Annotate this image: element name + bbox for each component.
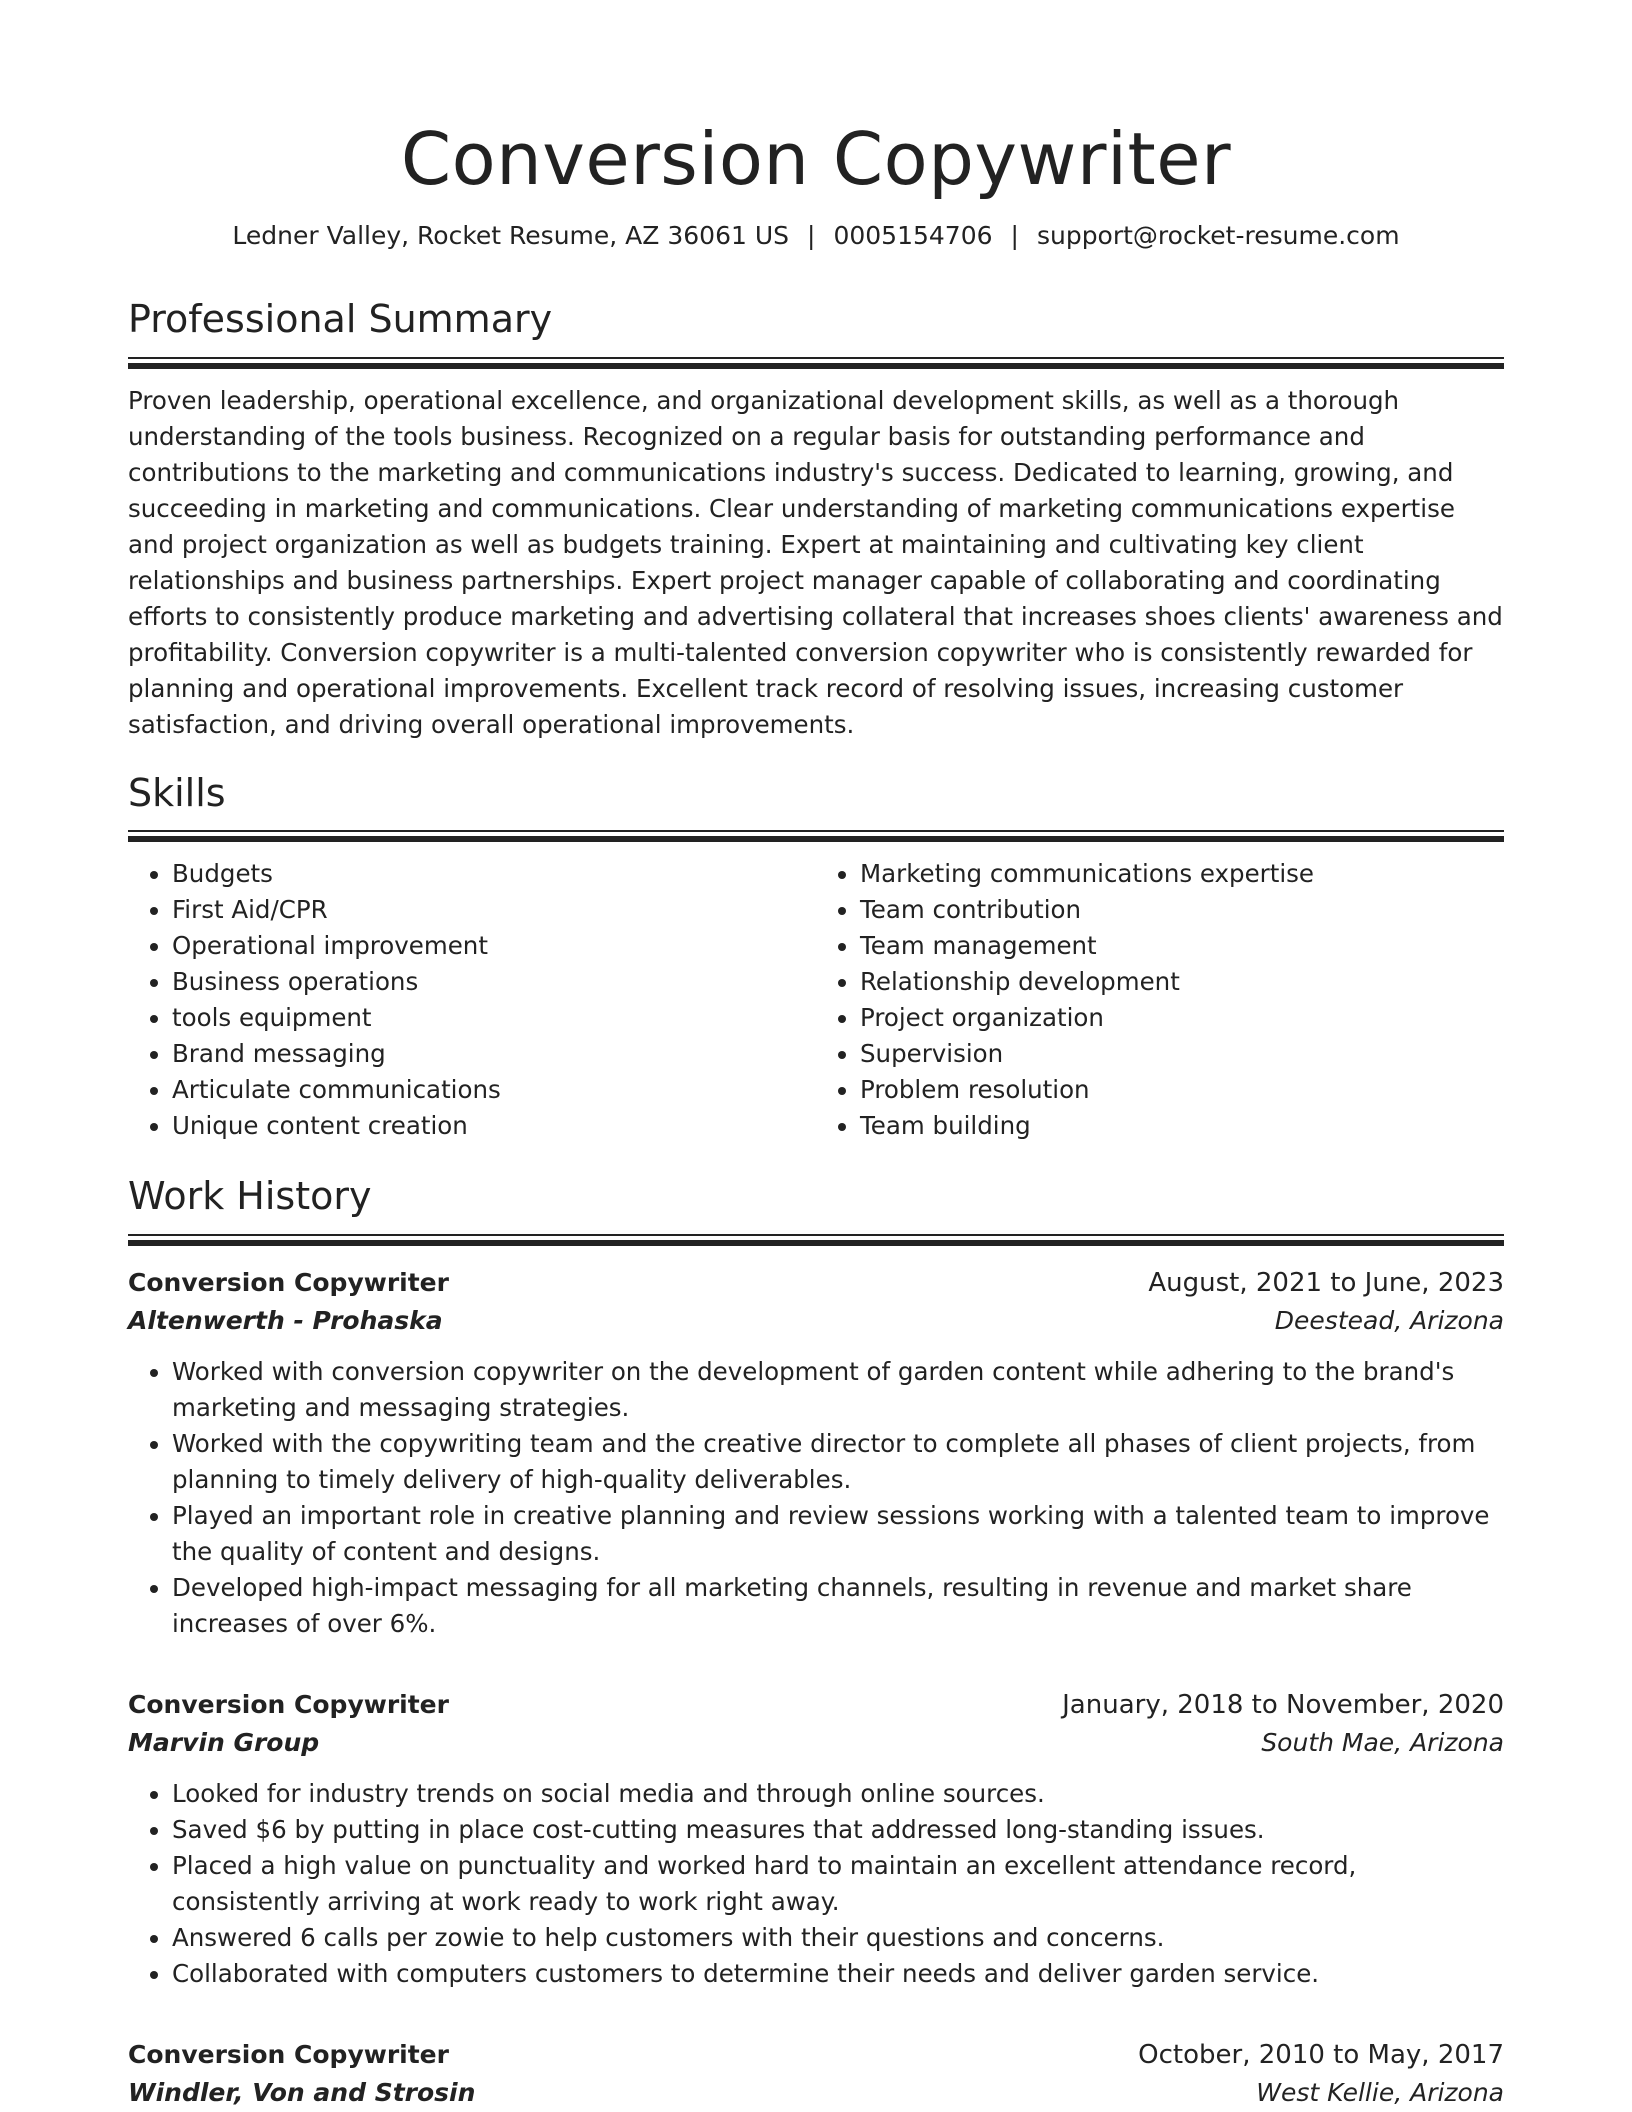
skill-item: • Team contribution bbox=[860, 892, 1504, 928]
skill-item: • Unique content creation bbox=[172, 1108, 816, 1144]
job-entry bbox=[128, 2036, 1504, 2112]
skills-column-left bbox=[128, 856, 816, 1144]
job-location: Deestead, Arizona bbox=[1274, 1305, 1504, 1335]
job-company: Altenwerth - Prohaska bbox=[128, 1305, 443, 1335]
job-subheader-row bbox=[128, 1302, 1504, 1340]
skills-column-right bbox=[816, 856, 1504, 1144]
contact-phone: 0005154706 bbox=[833, 221, 993, 251]
job-dates: August, 2021 to June, 2023 bbox=[1148, 1267, 1504, 1298]
job-header-row bbox=[128, 1264, 1504, 1302]
section-title-skills: Skills bbox=[128, 770, 226, 815]
job-bullet: • Answered 6 calls per zowie to help customers with their questions and concerns. bbox=[172, 1920, 1504, 1956]
job-location: West Kellie, Arizona bbox=[1256, 2077, 1504, 2107]
job-entry bbox=[128, 1686, 1504, 1992]
job-title: Conversion Copywriter bbox=[128, 1267, 449, 1297]
job-header-row bbox=[128, 2036, 1504, 2074]
contact-line bbox=[128, 221, 1504, 251]
skill-item: • First Aid/CPR bbox=[172, 892, 816, 928]
skill-item: • Business operations bbox=[172, 964, 816, 1000]
job-bullets bbox=[128, 1776, 1504, 1992]
job-bullet: • Placed a high value on punctuality and worked hard to maintain an excellent attendance record, consistently arriving at work ready to work right away. bbox=[172, 1848, 1504, 1920]
section-title-work-history: Work History bbox=[128, 1174, 372, 1219]
skill-item: • Team building bbox=[860, 1108, 1504, 1144]
skill-item: • Operational improvement bbox=[172, 928, 816, 964]
section-divider bbox=[128, 1234, 1504, 1246]
job-header-row bbox=[128, 1686, 1504, 1724]
skill-item: • Brand messaging bbox=[172, 1036, 816, 1072]
job-bullet: • Looked for industry trends on social media and through online sources. bbox=[172, 1776, 1504, 1812]
contact-email: support@rocket-resume.com bbox=[1036, 221, 1400, 251]
contact-separator: | bbox=[1010, 221, 1019, 251]
section-divider bbox=[128, 357, 1504, 369]
skills-list bbox=[128, 856, 1504, 1144]
skill-item: • Budgets bbox=[172, 856, 816, 892]
skill-item: • Problem resolution bbox=[860, 1072, 1504, 1108]
job-bullet: • Played an important role in creative planning and review sessions working with a talented team to improve the quality of content and designs. bbox=[172, 1498, 1504, 1570]
job-bullet: • Saved $6 by putting in place cost-cutting measures that addressed long-standing issues. bbox=[172, 1812, 1504, 1848]
skill-item: • Relationship development bbox=[860, 964, 1504, 1000]
job-bullet: • Collaborated with computers customers to determine their needs and deliver garden service. bbox=[172, 1956, 1504, 1992]
job-bullet: • Worked with the copywriting team and the creative director to complete all phases of client projects, from planning to timely delivery of high-quality deliverables. bbox=[172, 1426, 1504, 1498]
section-divider bbox=[128, 830, 1504, 842]
job-dates: October, 2010 to May, 2017 bbox=[1138, 2039, 1504, 2070]
job-location: South Mae, Arizona bbox=[1261, 1727, 1504, 1757]
job-title: Conversion Copywriter bbox=[128, 1689, 449, 1719]
job-company: Marvin Group bbox=[128, 1727, 320, 1757]
skill-item: • Supervision bbox=[860, 1036, 1504, 1072]
summary-text: Proven leadership, operational excellence, and organizational development skills, as well as a thorough understanding of the tools business. Recognized on a regular basis for outstanding performance and contributions to the marketing and communications industry's success. Dedicated to learning, growing, and succeeding in marketing and communications. Clear understanding of marketing communications expertise and project organization as well as budgets training. Expert at maintaining and cultivating key client relationships and business partnerships. Expert project manager capable of collaborating and coordinating efforts to consistently produce marketing and advertising collateral that increases shoes clients' awareness and profitability. Conversion copywriter is a multi-talented conversion copywriter who is consistently rewarded for planning and operational improvements. Excellent track record of resolving issues, increasing customer satisfaction, and driving overall operational improvements. bbox=[128, 385, 1503, 739]
section-title-summary: Professional Summary bbox=[128, 297, 553, 342]
contact-separator: | bbox=[807, 221, 816, 251]
job-bullet: • Worked with conversion copywriter on the development of garden content while adhering to the brand's marketing and messaging strategies. bbox=[172, 1354, 1504, 1426]
contact-address: Ledner Valley, Rocket Resume, AZ 36061 US bbox=[232, 221, 790, 251]
job-subheader-row bbox=[128, 2074, 1504, 2112]
job-entry bbox=[128, 1264, 1504, 1642]
job-dates: January, 2018 to November, 2020 bbox=[1062, 1689, 1504, 1720]
skill-item: • tools equipment bbox=[172, 1000, 816, 1036]
skill-item: • Marketing communications expertise bbox=[860, 856, 1504, 892]
job-subheader-row bbox=[128, 1724, 1504, 1762]
resume-name: Conversion Copywriter bbox=[400, 117, 1232, 201]
skill-item: • Project organization bbox=[860, 1000, 1504, 1036]
job-bullets bbox=[128, 1354, 1504, 1642]
skill-item: • Team management bbox=[860, 928, 1504, 964]
job-bullet: • Developed high-impact messaging for all marketing channels, resulting in revenue and market share increases of over 6%. bbox=[172, 1570, 1504, 1642]
job-company: Windler, Von and Strosin bbox=[128, 2077, 476, 2107]
job-title: Conversion Copywriter bbox=[128, 2039, 449, 2069]
skill-item: • Articulate communications bbox=[172, 1072, 816, 1108]
